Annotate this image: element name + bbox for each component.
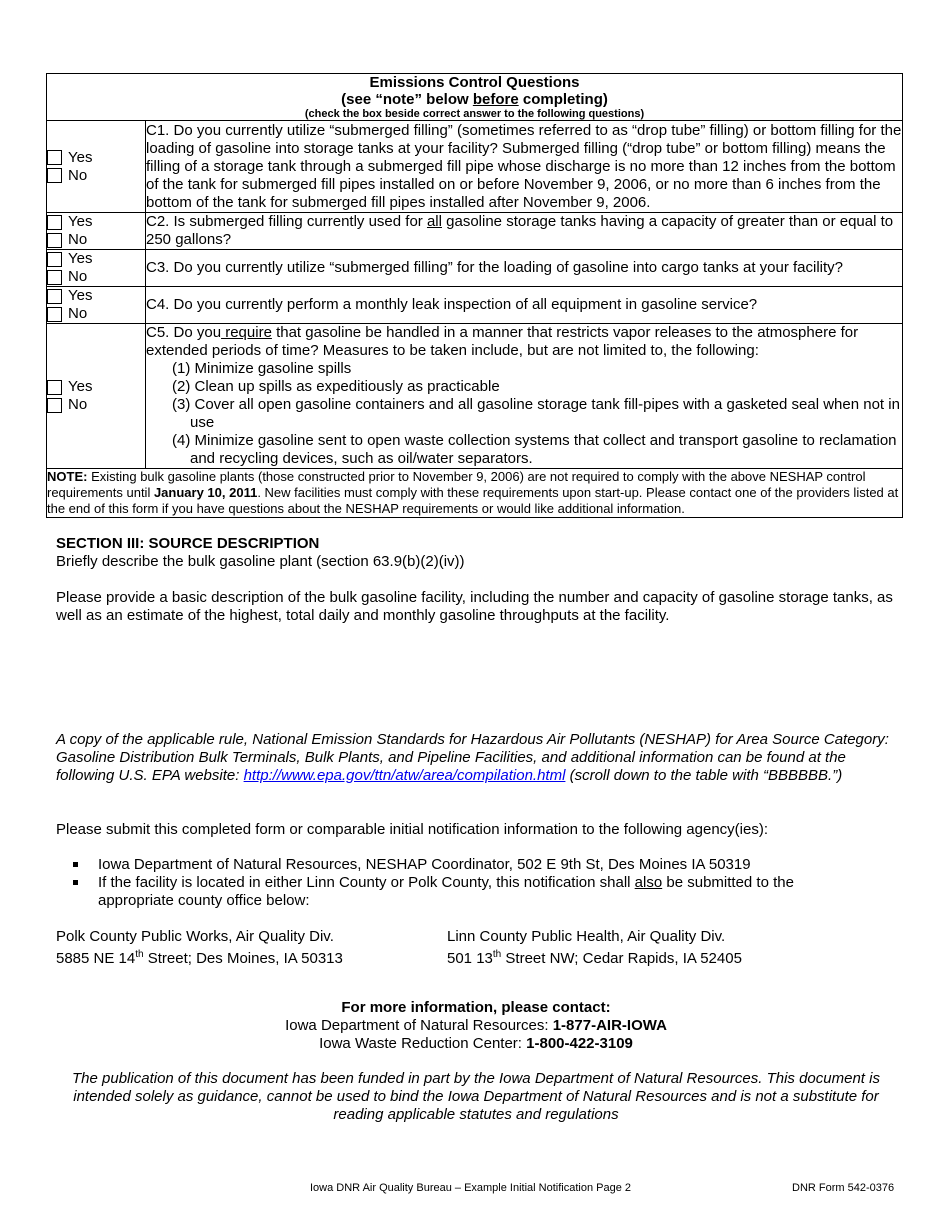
table-note: NOTE: Existing bulk gasoline plants (those constructed prior to November 9, 2006) are not required to comply with the above NESHAP control requirements until January 10, 2011. New facilities must comply with these requirements upon start-up. Please contact one of the providers listed at the end of this form if you have questions about the NESHAP requirements or would like additional information. xyxy=(47,469,903,518)
yes-label: Yes xyxy=(68,250,93,267)
list-item: (1) Minimize gasoline spills xyxy=(172,360,352,377)
c5-measures-list xyxy=(146,360,902,468)
yes-label: Yes xyxy=(68,148,93,166)
c2-yes-checkbox[interactable] xyxy=(47,215,62,230)
question-c4: C4. Do you currently perform a monthly leak inspection of all equipment in gasoline service? xyxy=(146,287,903,324)
agency-list xyxy=(56,856,856,910)
list-item: Iowa Department of Natural Resources, NESHAP Coordinator, 502 E 9th St, Des Moines IA 50319 xyxy=(56,856,856,874)
c3-answer xyxy=(47,250,146,287)
question-c1: C1. Do you currently utilize “submerged filling” (sometimes referred to as “drop tube” filling) or bottom filling for the loading of gasoline into storage tanks at your facility? Submerged filling (“drop tube” or bottom filling) means the filling of a storage tank through a submerged fill pipe whose discharge is no more than 12 inches from the bottom of the tank for submerged fill pipes installed on or before November 9, 2006, or no more than 6 inches from the bottom of the tank for submerged fill pipes installed after November 9, 2006. xyxy=(146,121,902,211)
c1-no-checkbox[interactable] xyxy=(47,168,62,183)
table-header xyxy=(47,74,903,121)
rule-reference: A copy of the applicable rule, National Emission Standards for Hazardous Air Pollutants (NESHAP) for Area Source Category: Gasoline Distribution Bulk Terminals, Bulk Plants, and Pipeline Facilities, and additional information can be found at the following U.S. EPA website: http://www.epa.gov/ttn/atw/area/compilation.html (scroll down to the table with “BBBBBB.”) xyxy=(56,731,889,784)
footer-page-info: Iowa DNR Air Quality Bureau – Example Initial Notification Page 2 xyxy=(310,1182,631,1194)
c5-no-checkbox[interactable] xyxy=(47,398,62,413)
question-c5-text: C5. Do you require that gasoline be handled in a manner that restricts vapor releases to the atmosphere for extended periods of time? Measures to be taken include, but are not limited to, the following: xyxy=(146,324,859,359)
no-label: No xyxy=(68,305,88,322)
c5-answer xyxy=(47,324,146,469)
c2-answer xyxy=(47,213,146,250)
c5-yes-checkbox[interactable] xyxy=(47,380,62,395)
question-c3: C3. Do you currently utilize “submerged filling” for the loading of gasoline into cargo tanks at your facility? xyxy=(146,250,903,287)
question-c2: C2. Is submerged filling currently used for all gasoline storage tanks having a capacity of greater than or equal to 250 gallons? xyxy=(146,213,903,250)
list-item: (2) Clean up spills as expeditiously as practicable xyxy=(172,378,500,395)
section-3-instruction: Briefly describe the bulk gasoline plant (section 63.9(b)(2)(iv)) xyxy=(56,553,465,570)
no-label: No xyxy=(68,231,88,248)
dnr-contact: Iowa Department of Natural Resources: 1-877-AIR-IOWA xyxy=(285,1017,667,1034)
bullet-icon xyxy=(73,862,78,867)
list-item: (3) Cover all open gasoline containers and all gasoline storage tank fill-pipes with a gasketed seal when not in use xyxy=(172,396,900,431)
yes-label: Yes xyxy=(68,213,93,230)
emissions-control-table xyxy=(46,73,903,518)
contact-heading: For more information, please contact: xyxy=(341,999,611,1016)
table-subtitle: (see “note” below before completing) xyxy=(341,91,608,108)
wrc-contact: Iowa Waste Reduction Center: 1-800-422-3109 xyxy=(319,1035,633,1052)
epa-website-link[interactable]: http://www.epa.gov/ttn/atw/area/compilation.html xyxy=(243,767,566,784)
yes-label: Yes xyxy=(68,378,93,395)
linn-county-address: Linn County Public Health, Air Quality Div. 501 13th Street NW; Cedar Rapids, IA 52405 xyxy=(447,928,742,967)
no-label: No xyxy=(68,268,88,285)
list-item: (4) Minimize gasoline sent to open waste collection systems that collect and transport gasoline to reclamation and recycling devices, such as oil/water separators. xyxy=(172,432,897,467)
table-title: Emissions Control Questions xyxy=(369,74,580,91)
yes-label: Yes xyxy=(68,287,93,304)
list-item: If the facility is located in either Linn County or Polk County, this notification shall also be submitted to the appropriate county office below: xyxy=(56,874,856,910)
disclaimer: The publication of this document has been funded in part by the Iowa Department of Natural Resources. This document is intended solely as guidance, cannot be used to bind the Iowa Department of Natural Resources and is not a substitute for reading applicable statutes and regulations xyxy=(72,1070,880,1123)
c1-answer xyxy=(47,121,146,213)
contact-info xyxy=(56,999,896,1053)
c3-yes-checkbox[interactable] xyxy=(47,252,62,267)
c4-answer xyxy=(47,287,146,324)
no-label: No xyxy=(68,166,88,184)
submit-intro: Please submit this completed form or comparable initial notification information to the following agency(ies): xyxy=(56,821,769,838)
c3-no-checkbox[interactable] xyxy=(47,270,62,285)
question-c5 xyxy=(146,324,903,469)
section-3-title: SECTION III: SOURCE DESCRIPTION xyxy=(56,535,320,552)
section-3-description: Please provide a basic description of the bulk gasoline facility, including the number and capacity of gasoline storage tanks, as well as an estimate of the highest, total daily and monthly gasoline throughputs at the facility. xyxy=(56,589,893,624)
footer-form-number: DNR Form 542-0376 xyxy=(792,1182,895,1194)
no-label: No xyxy=(68,396,88,413)
c4-yes-checkbox[interactable] xyxy=(47,289,62,304)
bullet-icon xyxy=(73,880,78,885)
table-instructions: (check the box beside correct answer to the following questions) xyxy=(304,108,645,120)
polk-county-address: Polk County Public Works, Air Quality Div. 5885 NE 14th Street; Des Moines, IA 50313 xyxy=(56,928,343,967)
c4-no-checkbox[interactable] xyxy=(47,307,62,322)
c2-no-checkbox[interactable] xyxy=(47,233,62,248)
c1-yes-checkbox[interactable] xyxy=(47,150,62,165)
